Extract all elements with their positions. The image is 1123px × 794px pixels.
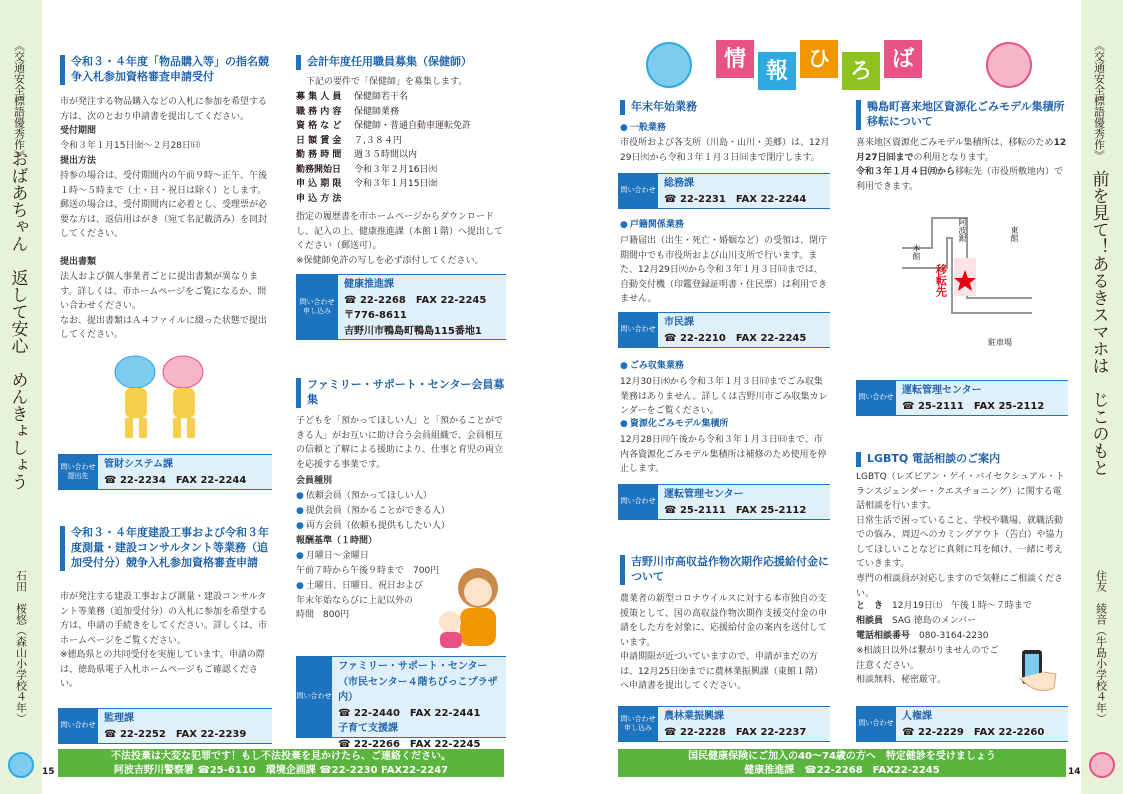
info-row xyxy=(856,629,1070,644)
header-char: 報 xyxy=(758,52,796,90)
page-number-right: 14 xyxy=(1068,767,1081,777)
info-row xyxy=(856,599,1070,614)
contact-tel-2: ☎ 22-2266 FAX 22-2245 xyxy=(338,738,481,750)
header-char: ば xyxy=(884,40,922,78)
section-body: 戸籍届出（出生・死亡・婚姻など）の受領は、閉庁期間中でも市役所および山川支所で行います。また、12月29日㈫から令和３年１月３日㈰までは、自動交付機（印鑑登録証明書・住民票）は利用できません。 xyxy=(620,236,828,305)
subheading: ● ごみ収集業務 xyxy=(620,360,684,374)
contact-label: 問い合わせ xyxy=(856,381,896,415)
contact-label: 問い合わせ xyxy=(58,709,98,743)
section-body: 法人および個人事業者ごとに提出書類が異なります。詳しくは、市ホームページをご覧になるか、問い合わせください。 なお、提出書類はＡ４ファイルに綴った状態で提出してください。 xyxy=(60,272,267,341)
body-text: 喜来地区資源化ごみモデル集積所は、移転のため xyxy=(856,138,1054,148)
subheading: ● 戸籍関係業務 xyxy=(620,219,684,233)
subheading: ● 一般業務 xyxy=(620,122,666,136)
author-right: 住友 綾音（牛島小学校４年） xyxy=(1094,570,1108,724)
contact-tel: ☎ 22-2268 FAX 22-2245 xyxy=(344,294,487,306)
list-item: ● 提供会員（預かることができる人） xyxy=(296,504,450,519)
slogan-title-right: 《交通安全標語優秀作》 xyxy=(1092,40,1106,161)
info-value: SAG 徳島のメンバー xyxy=(892,616,977,626)
section-intro: 下記の要件で「保健師」を募集します。 xyxy=(306,77,468,87)
section-body: 指定の履歴書を市ホームページからダウンロードし、記入の上、健康推進課（本館１階）へ提出してください（郵送可）。 ※保健師免許の写しを必ず添付してください。 xyxy=(296,212,504,266)
section-body xyxy=(856,136,1070,194)
contact-tel: ☎ 22-2252 FAX 22-2239 xyxy=(104,728,247,740)
contact-label: 問い合わせ 提出先 xyxy=(58,455,98,489)
map-label: 本館 xyxy=(912,244,921,260)
notice-banner-left xyxy=(58,749,504,777)
contact-box xyxy=(618,484,830,520)
list-item: ● 月曜日～金曜日 午前７時から午後９時まで 700円 xyxy=(296,549,476,578)
label: 受付期間 xyxy=(60,126,97,136)
contact-tel: ☎ 25-2111 FAX 25-2112 xyxy=(664,504,807,516)
label: 会員種別 xyxy=(296,476,333,486)
section-body: 12月28日㈪午後から令和３年１月３日㈰まで、市内各資源化ごみモデル集積所は補修のため使用を停止します。 xyxy=(620,435,827,475)
info-value: 080-3164-2230 xyxy=(919,631,989,641)
banner-text: 国民健康保険にご加入の40～74歳の方へ 特定健診を受けましょう xyxy=(688,751,996,762)
section-body: 市が発注する建設工事および測量・建設コンサルタント等業務（追加受付分）の入札に参加を希望する方は、申請の手続きをしてください。詳しくは、市ホームページをご覧ください。 ※徳島県との共同受付を実施しています。申請の際は、徳島県電子入札ホームページもご確認ください。 xyxy=(60,592,268,690)
slogan-right: 前を見て！あるきスマホは じこのもと xyxy=(1088,170,1109,476)
contact-box xyxy=(296,656,506,750)
contact-label: 問い合わせ 申し込み xyxy=(618,707,658,741)
contact-name: 管財システム課 xyxy=(104,459,173,470)
contact-tel: ☎ 22-2229 FAX 22-2260 xyxy=(902,726,1045,738)
contact-name: ファミリー・サポート・センター xyxy=(338,661,488,672)
section-title: 年末年始業務 xyxy=(620,100,830,115)
header-char: ひ xyxy=(800,40,838,78)
list-item: ● 依頼会員（預かってほしい人） xyxy=(296,489,432,504)
row-value: 週３５時間以内 xyxy=(354,150,418,161)
label: 報酬基準（１時間） xyxy=(296,536,378,546)
row-label: 日 額 賃 金 xyxy=(296,135,342,146)
section-title: 令和３・４年度「物品購入等」の指名競争入札参加資格審査申請受付 xyxy=(60,55,270,85)
contact-name: 監理課 xyxy=(104,713,134,724)
contact-address: 吉野川市鴨島町鴨島115番地1 xyxy=(344,325,482,337)
row-label: 職 務 内 容 xyxy=(296,106,342,117)
contact-name: 人権課 xyxy=(902,711,932,722)
row-value: 保健師若干名 xyxy=(354,92,409,102)
page-number-left: 15 xyxy=(42,767,55,777)
section-body: 子どもを「預かってほしい人」と「預かることができる人」がお互いに助け合う会員組織で、会員相互の信頼と了解による援助により、仕事と育児の両立を応援する事業です。 xyxy=(296,416,504,470)
list-item: ● 両方会員（依頼も提供もしたい人） xyxy=(296,519,450,534)
contact-name: 総務課 xyxy=(664,178,694,189)
row-value: 保健師業務 xyxy=(354,106,400,117)
contact-label: 問い合わせ xyxy=(618,313,658,347)
section-title: 吉野川市高収益作物次期作応援給付金について xyxy=(620,555,830,585)
body-emphasis: 令和３年１月４日㈪から xyxy=(856,167,956,178)
info-label: と き xyxy=(856,601,884,611)
map-label: 駐車場 xyxy=(988,338,1012,347)
slogan-title-left: 《交通安全標語優秀作》 xyxy=(12,40,26,161)
contact-tel: ☎ 22-2234 FAX 22-2244 xyxy=(104,474,247,486)
section-body: 持参の場合は、受付期間内の午前９時～正午、午後１時～５時まで（土・日・祝日は除く）とします。 郵送の場合は、受付期間内に必着とし、受理票が必要な方は、返信用はがき（宛て名記載済み）を同封してください。 xyxy=(60,171,268,240)
header-char: 情 xyxy=(716,40,754,78)
mascot-icon xyxy=(8,752,34,778)
list-item: ● 土曜日、日曜日、祝日および 年末年始ならびに上記以外の 時間 800円 xyxy=(296,579,466,623)
contact-box xyxy=(856,706,1068,742)
section-body: 市役所および各支所（川島・山川・美郷）は、12月29日㈫から令和３年１月３日㈰まで閉庁します。 xyxy=(620,138,830,163)
contact-label: 問い合わせ xyxy=(618,485,658,519)
contact-tel: ☎ 22-2228 FAX 22-2237 xyxy=(664,726,807,738)
contact-sub: （市民センター４階ちびっこプラザ内） xyxy=(338,676,498,703)
contact-tel: ☎ 25-2111 FAX 25-2112 xyxy=(902,400,1045,412)
family-illustration xyxy=(430,560,510,650)
row-label: 勤 務 時 間 xyxy=(296,150,342,161)
section-body: 農業者の新型コロナウイルスに対する本市独自の支援策として、国の高収益作物次期作支援交付金の申請をした方を対象に、応援給付金の案内を送付しています。 申請期限が近づいていますので、申請がまだの方は、12月25日㈮までに農林業振興課（東館１階）へ申請書を提出してください。 xyxy=(620,594,828,692)
contact-zip: 〒776-8611 xyxy=(344,310,407,321)
header-char: ろ xyxy=(842,52,880,90)
info-label: 電話相談番号 xyxy=(856,631,911,641)
info-label: 相談員 xyxy=(856,616,884,626)
row-value: 保健師・普通自動車運転免許 xyxy=(354,121,472,132)
section-title: ファミリー・サポート・センター会員募集 xyxy=(296,378,506,408)
contact-box xyxy=(856,380,1068,416)
row-label: 勤務開始日 xyxy=(296,164,342,175)
contact-name: 市民課 xyxy=(664,317,694,328)
section-title: 令和３・４年度建設工事および令和３年度測量・建設コンサルタント等業務（追加受付分）競争入札参加資格審査申請 xyxy=(60,526,270,571)
label: 提出方法 xyxy=(60,156,97,166)
mascots-illustration xyxy=(105,350,215,445)
body-text: 移転先（市役所敷地内）で利用できます。 xyxy=(856,167,1064,192)
banner-text: 不法投棄は大変な犯罪です！もし不法投棄を見かけたら、ご連絡ください。 xyxy=(111,751,451,762)
contact-box xyxy=(58,708,272,744)
row-value: ７,３８４円 xyxy=(354,135,402,146)
body-emphasis: 12月27日㈰まで xyxy=(856,138,1067,163)
contact-tel: ☎ 22-2440 FAX 22-2441 xyxy=(338,707,481,719)
subheading: ● 資源化ごみモデル集積所 xyxy=(620,418,728,432)
body-text: の利用となります。 xyxy=(913,152,994,163)
contact-box xyxy=(618,706,830,742)
slogan-left: おばあちゃん 返して安心 めんきょしょう xyxy=(7,150,28,490)
row-label: 申 込 方 法 xyxy=(296,194,342,205)
contact-label: 問い合わせ 申し込み xyxy=(296,275,338,339)
contact-name: 健康推進課 xyxy=(344,279,394,290)
section-body: 12月30日㈬から令和３年１月３日㈰までごみ収集業務はありません。詳しくは吉野川市ごみ収集カレンダーをご覧ください。 xyxy=(620,377,828,417)
info-table xyxy=(296,90,506,207)
contact-label: 問い合わせ xyxy=(296,657,332,737)
contact-box xyxy=(618,173,830,209)
section-title: LGBTQ 電話相談のご案内 xyxy=(856,452,1066,467)
section-body: 市が発注する物品購入などの入札に参加を希望する方は、次のとおり申請書を提出してください。 xyxy=(60,97,268,122)
value: 令和３年１月15日㈮～２月28日㈰ xyxy=(60,141,200,151)
section-note: ※相談日以外は繋がりませんのでご注意ください。 相談無料、秘密厳守。 xyxy=(856,646,999,686)
section-body: LGBTQ（レズビアン・ゲイ・バイセクシュアル・トランスジェンダー・クエスチョニング）に関する電話相談を行います。 日常生活で困っていること、学校や職場、就職活動での悩み、周辺へのカミングアウト（告白）や協力してほしいことなどに真剣に耳を傾け、一緒に考えていきます。 専門の相談員が対応しますので気軽にご相談ください。 xyxy=(856,472,1065,599)
row-label: 資 格 な ど xyxy=(296,121,342,132)
contact-box xyxy=(618,312,830,348)
contact-name: 運転管理センター xyxy=(902,385,982,396)
row-value: 令和３年２月16日㈫ xyxy=(354,164,438,175)
contact-name-2: 子育て支援課 xyxy=(338,723,399,734)
banner-text: 健康推進課 ☎22-2268 FAX22-2245 xyxy=(744,764,940,776)
label: 提出書類 xyxy=(60,257,97,267)
notice-banner-right xyxy=(618,749,1066,777)
mascot-icon xyxy=(646,42,692,88)
phone-hand-icon xyxy=(1016,648,1058,698)
row-value: 令和３年１月15日㈮ xyxy=(354,179,438,190)
row-label: 申 込 期 限 xyxy=(296,179,342,190)
mascot-icon xyxy=(986,42,1032,88)
section-title: 鴨島町喜来地区資源化ごみモデル集積所移転について xyxy=(856,100,1066,130)
info-row xyxy=(856,614,1070,629)
contact-box xyxy=(58,454,272,490)
contact-tel: ☎ 22-2210 FAX 22-2245 xyxy=(664,332,807,344)
contact-box xyxy=(296,274,506,340)
section-title: 会計年度任用職員募集（保健師） xyxy=(296,55,506,70)
info-value: 12月19日㈯ 午後１時～７時まで xyxy=(892,601,1032,611)
mascot-icon xyxy=(1089,752,1115,778)
banner-text: 阿波吉野川警察署 ☎25-6110 環境企画課 ☎22-2230 FAX22-2247 xyxy=(113,764,449,776)
contact-name: 運転管理センター xyxy=(664,489,744,500)
contact-name: 農林業振興課 xyxy=(664,711,724,722)
map-label: 阿波銀 xyxy=(958,218,967,242)
contact-label: 問い合わせ xyxy=(856,707,896,741)
contact-tel: ☎ 22-2231 FAX 22-2244 xyxy=(664,193,807,205)
author-left: 石田 桜悠（森山小学校４年） xyxy=(14,570,28,724)
map-label: 東館 xyxy=(1010,226,1019,242)
row-label: 募 集 人 員 xyxy=(296,92,342,102)
contact-label: 問い合わせ xyxy=(618,174,658,208)
map-label-relocation: 移転先 xyxy=(934,264,948,297)
